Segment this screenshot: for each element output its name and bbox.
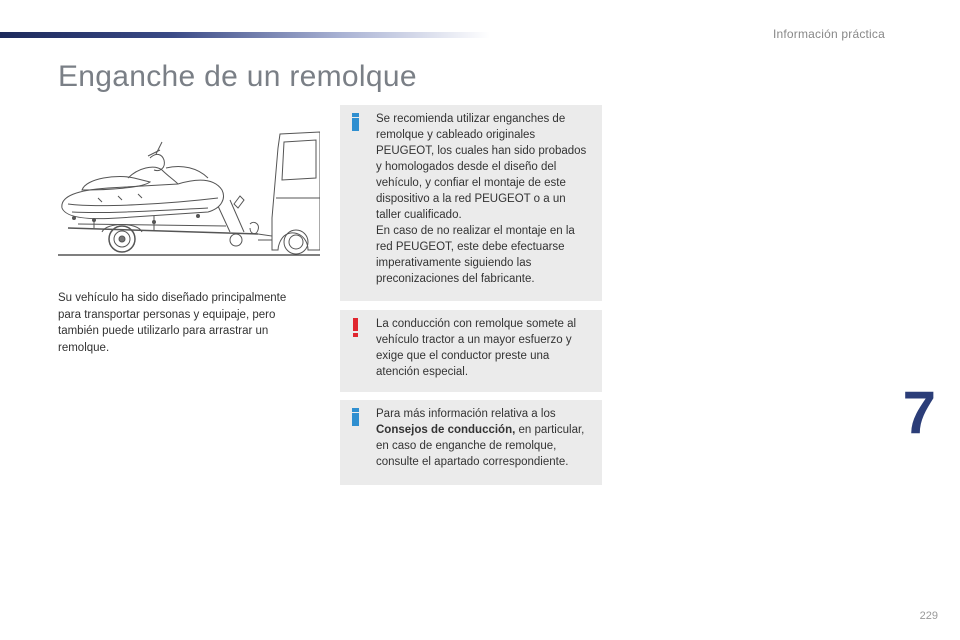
trailer-illustration	[58, 128, 320, 258]
driving-advice-reference: Consejos de conducción,	[376, 424, 516, 436]
header-gradient-bar	[0, 32, 490, 38]
section-header: Información práctica	[772, 27, 885, 41]
note-paragraph: La conducción con remolque somete al vehículo tractor a un mayor esfuerzo y exige que el conductor preste una atención especial.	[376, 318, 577, 378]
intro-text: Su vehículo ha sido diseñado principalmente para transportar personas y equipaje, pero también puede utilizarlo para arrastrar un remolque.	[58, 292, 287, 354]
page-number: 229	[919, 610, 938, 622]
note-paragraph: En caso de no realizar el montaje en la red PEUGEOT, este debe efectuarse imperativamente siguiendo las preconizaciones del fabricante.	[376, 225, 575, 285]
warning-icon	[352, 318, 360, 336]
note-paragraph: Para más información relativa a los Consejos de conducción, en particular, en caso de enganche de remolque, consulte el apartado correspondiente.	[376, 408, 585, 468]
warning-note	[340, 310, 602, 392]
chapter-number: 7	[902, 379, 936, 446]
note-paragraph: Se recomienda utilizar enganches de remolque y cableado originales PEUGEOT, los cuales han sido probados y homologados desde el diseño del vehículo, y confiar el montaje de este dispositivo a la red PEUGEOT o a un taller cualificado.	[376, 113, 587, 221]
page-title: Enganche de un remolque	[58, 60, 417, 93]
recommendation-note	[340, 105, 602, 301]
more-info-note	[340, 400, 602, 485]
info-icon	[352, 113, 360, 131]
info-icon	[352, 408, 360, 426]
